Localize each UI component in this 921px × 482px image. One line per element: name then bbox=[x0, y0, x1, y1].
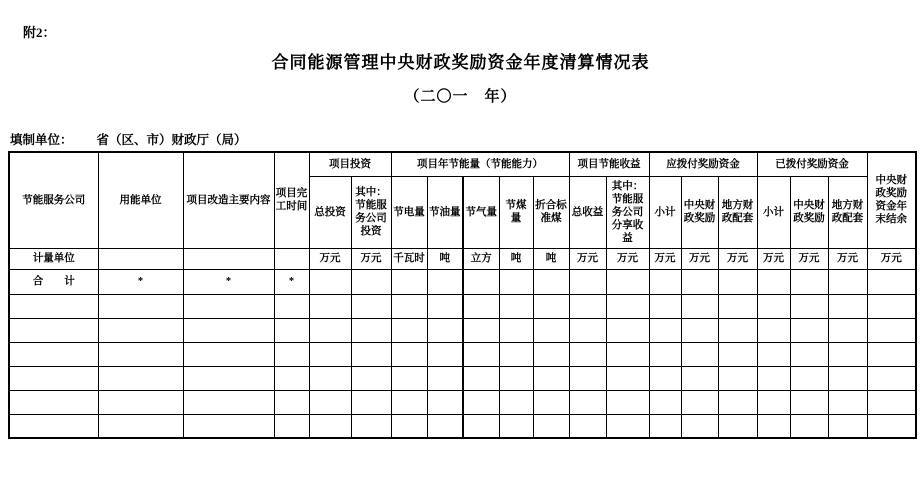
table-row bbox=[9, 294, 916, 318]
empty-cell bbox=[757, 390, 790, 414]
empty-cell bbox=[499, 318, 533, 342]
empty-cell bbox=[463, 414, 499, 438]
empty-cell bbox=[790, 366, 828, 390]
table-row bbox=[9, 318, 916, 342]
empty-cell bbox=[681, 342, 718, 366]
empty-cell bbox=[533, 414, 569, 438]
header-project-content: 项目改造主要内容 bbox=[183, 152, 274, 248]
subheader-paid-subtotal: 小计 bbox=[757, 176, 790, 248]
empty-cell bbox=[309, 294, 351, 318]
empty-cell bbox=[649, 318, 681, 342]
empty-cell bbox=[606, 342, 649, 366]
empty-cell bbox=[391, 318, 427, 342]
empty-cell bbox=[606, 366, 649, 390]
table-row bbox=[9, 342, 916, 366]
unit-cell: 万元 bbox=[681, 248, 718, 269]
total-cell bbox=[351, 269, 391, 294]
empty-cell bbox=[757, 318, 790, 342]
unit-cell: 万元 bbox=[867, 248, 916, 269]
table-row bbox=[9, 390, 916, 414]
total-cell-project-content: * bbox=[183, 269, 274, 294]
empty-cell bbox=[569, 414, 606, 438]
subheader-paid-central-reward: 中央财政奖励 bbox=[790, 176, 828, 248]
unit-cell: 万元 bbox=[309, 248, 351, 269]
total-cell bbox=[606, 269, 649, 294]
header-completion-time: 项目完工时间 bbox=[274, 152, 309, 248]
empty-cell bbox=[790, 294, 828, 318]
subheader-standard-coal-equivalent: 折合标准煤 bbox=[533, 176, 569, 248]
empty-cell bbox=[183, 390, 274, 414]
empty-cell bbox=[351, 294, 391, 318]
total-cell bbox=[681, 269, 718, 294]
unit-cell bbox=[98, 248, 183, 269]
empty-cell bbox=[790, 414, 828, 438]
empty-cell bbox=[718, 414, 757, 438]
empty-cell bbox=[98, 342, 183, 366]
empty-cell bbox=[98, 366, 183, 390]
empty-cell bbox=[867, 294, 916, 318]
empty-cell bbox=[533, 366, 569, 390]
empty-cell bbox=[351, 390, 391, 414]
empty-cell bbox=[309, 366, 351, 390]
empty-cell bbox=[533, 390, 569, 414]
empty-cell bbox=[391, 342, 427, 366]
empty-cell bbox=[98, 414, 183, 438]
header-yearend-balance: 中央财政奖励资金年末结余 bbox=[867, 152, 916, 248]
total-cell bbox=[463, 269, 499, 294]
empty-cell bbox=[9, 318, 98, 342]
empty-cell bbox=[499, 342, 533, 366]
empty-cell bbox=[867, 318, 916, 342]
subheader-paid-local-matching: 地方财政配套 bbox=[828, 176, 867, 248]
unit-cell bbox=[183, 248, 274, 269]
settlement-table bbox=[8, 151, 917, 439]
empty-cell bbox=[569, 390, 606, 414]
empty-cell bbox=[351, 342, 391, 366]
prepared-by-value: 省（区、市）财政厅（局） bbox=[96, 133, 247, 147]
subheader-payable-subtotal: 小计 bbox=[649, 176, 681, 248]
empty-cell bbox=[757, 366, 790, 390]
empty-cell bbox=[569, 294, 606, 318]
subheader-esco-shared-revenue: 其中：节能服务公司分享收益 bbox=[606, 176, 649, 248]
empty-cell bbox=[499, 390, 533, 414]
empty-cell bbox=[98, 294, 183, 318]
total-cell-energy-user: * bbox=[98, 269, 183, 294]
empty-cell bbox=[867, 366, 916, 390]
empty-cell bbox=[274, 294, 309, 318]
prepared-by-line bbox=[10, 130, 247, 148]
header-project-investment: 项目投资 bbox=[309, 152, 391, 176]
total-cell bbox=[757, 269, 790, 294]
empty-cell bbox=[391, 366, 427, 390]
empty-cell bbox=[463, 318, 499, 342]
empty-cell bbox=[681, 414, 718, 438]
empty-cell bbox=[351, 414, 391, 438]
empty-cell bbox=[569, 318, 606, 342]
empty-cell bbox=[606, 390, 649, 414]
empty-cell bbox=[790, 342, 828, 366]
empty-cell bbox=[499, 414, 533, 438]
unit-cell: 万元 bbox=[606, 248, 649, 269]
header-row-groups bbox=[9, 152, 916, 176]
empty-cell bbox=[757, 414, 790, 438]
subheader-esco-investment: 其中：节能服务公司投资 bbox=[351, 176, 391, 248]
empty-cell bbox=[391, 390, 427, 414]
prepared-by-label: 填制单位： bbox=[10, 133, 73, 147]
empty-cell bbox=[569, 366, 606, 390]
empty-cell bbox=[790, 318, 828, 342]
empty-cell bbox=[351, 318, 391, 342]
empty-cell bbox=[463, 366, 499, 390]
unit-cell: 万元 bbox=[718, 248, 757, 269]
unit-cell bbox=[274, 248, 309, 269]
subheader-coal-saved: 节煤量 bbox=[499, 176, 533, 248]
unit-cell: 吨 bbox=[499, 248, 533, 269]
empty-cell bbox=[98, 318, 183, 342]
empty-cell bbox=[533, 342, 569, 366]
subheader-oil-saved: 节油量 bbox=[427, 176, 463, 248]
empty-cell bbox=[828, 342, 867, 366]
empty-cell bbox=[649, 366, 681, 390]
empty-cell bbox=[183, 366, 274, 390]
header-payable-reward-funds: 应拨付奖励资金 bbox=[649, 152, 757, 176]
empty-cell bbox=[274, 318, 309, 342]
empty-cell bbox=[867, 414, 916, 438]
empty-cell bbox=[9, 366, 98, 390]
total-cell bbox=[309, 269, 351, 294]
empty-cell bbox=[309, 414, 351, 438]
attachment-label: 附2： bbox=[23, 25, 56, 40]
empty-cell bbox=[274, 390, 309, 414]
header-energy-user: 用能单位 bbox=[98, 152, 183, 248]
empty-cell bbox=[391, 414, 427, 438]
empty-cell bbox=[681, 318, 718, 342]
unit-cell: 万元 bbox=[649, 248, 681, 269]
empty-cell bbox=[533, 294, 569, 318]
empty-cell bbox=[9, 294, 98, 318]
empty-cell bbox=[499, 294, 533, 318]
empty-cell bbox=[309, 342, 351, 366]
subheader-electricity-saved: 节电量 bbox=[391, 176, 427, 248]
empty-cell bbox=[274, 342, 309, 366]
total-cell bbox=[828, 269, 867, 294]
empty-cell bbox=[427, 342, 463, 366]
unit-cell: 万元 bbox=[790, 248, 828, 269]
empty-cell bbox=[183, 318, 274, 342]
empty-cell bbox=[9, 390, 98, 414]
total-cell bbox=[499, 269, 533, 294]
subheader-total-investment: 总投资 bbox=[309, 176, 351, 248]
empty-cell bbox=[606, 414, 649, 438]
empty-cell bbox=[9, 342, 98, 366]
total-row-label: 合 计 bbox=[9, 269, 98, 294]
empty-rows-body bbox=[9, 294, 916, 438]
unit-cell: 立方 bbox=[463, 248, 499, 269]
empty-cell bbox=[183, 342, 274, 366]
empty-cell bbox=[718, 390, 757, 414]
unit-row-label: 计量单位 bbox=[9, 248, 98, 269]
empty-cell bbox=[463, 390, 499, 414]
page-title: 合同能源管理中央财政奖励资金年度清算情况表 bbox=[271, 53, 650, 72]
empty-cell bbox=[427, 318, 463, 342]
empty-cell bbox=[828, 366, 867, 390]
total-cell bbox=[649, 269, 681, 294]
header-annual-energy-savings: 项目年节能量（节能能力） bbox=[391, 152, 569, 176]
empty-cell bbox=[790, 390, 828, 414]
empty-cell bbox=[183, 294, 274, 318]
empty-cell bbox=[499, 366, 533, 390]
unit-cell: 吨 bbox=[427, 248, 463, 269]
unit-cell: 万元 bbox=[351, 248, 391, 269]
empty-cell bbox=[351, 366, 391, 390]
empty-cell bbox=[718, 342, 757, 366]
empty-cell bbox=[463, 294, 499, 318]
empty-cell bbox=[867, 342, 916, 366]
empty-cell bbox=[274, 366, 309, 390]
total-cell bbox=[533, 269, 569, 294]
empty-cell bbox=[649, 414, 681, 438]
empty-cell bbox=[606, 318, 649, 342]
unit-cell: 万元 bbox=[569, 248, 606, 269]
total-row bbox=[9, 269, 916, 294]
empty-cell bbox=[391, 294, 427, 318]
page-year-line: （二〇一 年） bbox=[404, 89, 517, 105]
table-row bbox=[9, 366, 916, 390]
empty-cell bbox=[757, 294, 790, 318]
empty-cell bbox=[681, 390, 718, 414]
empty-cell bbox=[533, 318, 569, 342]
unit-cell: 千瓦时 bbox=[391, 248, 427, 269]
empty-cell bbox=[98, 390, 183, 414]
unit-cell: 万元 bbox=[757, 248, 790, 269]
empty-cell bbox=[828, 294, 867, 318]
total-cell bbox=[391, 269, 427, 294]
total-cell bbox=[718, 269, 757, 294]
empty-cell bbox=[649, 390, 681, 414]
empty-cell bbox=[427, 390, 463, 414]
subheader-payable-local-matching: 地方财政配套 bbox=[718, 176, 757, 248]
header-esco: 节能服务公司 bbox=[9, 152, 98, 248]
empty-cell bbox=[274, 414, 309, 438]
total-cell bbox=[867, 269, 916, 294]
empty-cell bbox=[681, 294, 718, 318]
total-cell bbox=[569, 269, 606, 294]
empty-cell bbox=[9, 414, 98, 438]
empty-cell bbox=[463, 342, 499, 366]
units-row bbox=[9, 248, 916, 269]
empty-cell bbox=[718, 294, 757, 318]
empty-cell bbox=[309, 390, 351, 414]
empty-cell bbox=[309, 318, 351, 342]
empty-cell bbox=[606, 294, 649, 318]
subheader-total-revenue: 总收益 bbox=[569, 176, 606, 248]
empty-cell bbox=[649, 342, 681, 366]
empty-cell bbox=[828, 318, 867, 342]
empty-cell bbox=[427, 366, 463, 390]
total-cell-completion-time: * bbox=[274, 269, 309, 294]
total-cell bbox=[427, 269, 463, 294]
empty-cell bbox=[757, 342, 790, 366]
empty-cell bbox=[427, 294, 463, 318]
empty-cell bbox=[718, 366, 757, 390]
empty-cell bbox=[427, 414, 463, 438]
empty-cell bbox=[718, 318, 757, 342]
empty-cell bbox=[828, 414, 867, 438]
subheader-payable-central-reward: 中央财政奖励 bbox=[681, 176, 718, 248]
empty-cell bbox=[867, 390, 916, 414]
total-cell bbox=[790, 269, 828, 294]
empty-cell bbox=[183, 414, 274, 438]
table-row bbox=[9, 414, 916, 438]
empty-cell bbox=[681, 366, 718, 390]
subheader-gas-saved: 节气量 bbox=[463, 176, 499, 248]
unit-cell: 吨 bbox=[533, 248, 569, 269]
unit-cell: 万元 bbox=[828, 248, 867, 269]
empty-cell bbox=[649, 294, 681, 318]
empty-cell bbox=[569, 342, 606, 366]
header-savings-revenue: 项目节能收益 bbox=[569, 152, 649, 176]
empty-cell bbox=[828, 390, 867, 414]
header-paid-reward-funds: 已拨付奖励资金 bbox=[757, 152, 867, 176]
